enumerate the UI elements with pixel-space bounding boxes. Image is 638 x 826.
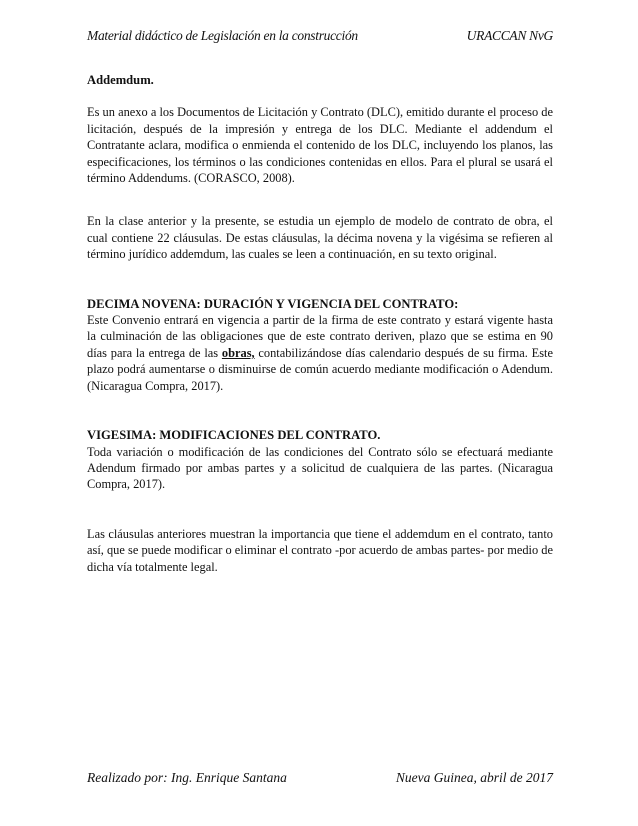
clause-19-text <box>87 312 553 394</box>
clause-19-text-before: Este Convenio entrará en vigencia a partir de la firma de este contrato y estará vigente hasta la culminación de las obligaciones que de este contrato deriven, plazo que se estima en 90 días para la entrega de las <box>87 313 553 360</box>
footer-place-date: Nueva Guinea, abril de 2017 <box>395 770 553 785</box>
clause-20-heading: VIGESIMA: MODIFICACIONES DEL CONTRATO. <box>87 428 381 443</box>
header-left-text: Material didáctico de Legislación en la construcción <box>87 28 358 43</box>
page-footer <box>87 770 553 786</box>
header-right-text: URACCAN NvG <box>466 28 553 43</box>
conclusion-paragraph: Las cláusulas anteriores muestran la importancia que tiene el addemdum en el contrato, tanto así, que se puede modificar o eliminar el contrato -por acuerdo de ambas partes- por medio de dicha vía totalmente legal. <box>87 526 553 574</box>
clause-20-text: Toda variación o modificación de las condiciones del Contrato sólo se efectuará mediante Adendum firmado por ambas partes y a solicitud de cualquiera de las partes. (Nicaragua Compra, 2017). <box>87 444 553 492</box>
definition-paragraph: Es un anexo a los Documentos de Licitación y Contrato (DLC), emitido durante el proceso de licitación, después de la impresión y entrega de los DLC. Mediante el addendum el Contratante aclara, modifica o enmienda el contenido de los DLC, incluyendo los planos, las especificaciones, los términos o las condiciones contenidas en ellos. Para el plural se usará el término Addendums. (CORASCO, 2008). <box>87 105 553 186</box>
footer-author: Realizado por: Ing. Enrique Santana <box>87 770 287 785</box>
clause-19-heading: DECIMA NOVENA: DURACIÓN Y VIGENCIA DEL CONTRATO: <box>87 296 459 311</box>
intro-paragraph: En la clase anterior y la presente, se estudia un ejemplo de modelo de contrato de obra, el cual contiene 22 cláusulas. De estas cláusulas, la décima novena y la vigésima se refieren al término jurídico addemdum, las cuales se leen a continuación, en su texto original. <box>87 214 553 262</box>
page-header <box>87 28 553 44</box>
clause-19-text-after: contabilizándose días calendario después de su firma. Este plazo podrá aumentarse o disminuirse de común acuerdo mediante modificación o Adendum. (Nicaragua Compra, 2017). <box>87 345 553 393</box>
section-title: Addemdum. <box>87 73 154 87</box>
document-body <box>87 72 553 575</box>
clause-19-emphasis: obras, <box>221 345 255 360</box>
